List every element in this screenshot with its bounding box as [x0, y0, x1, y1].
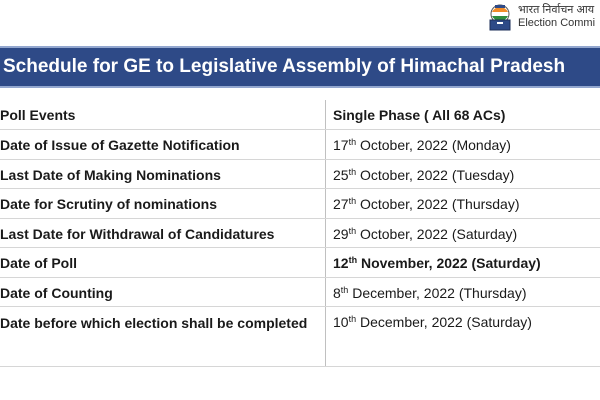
ballot-box-icon	[486, 2, 514, 32]
date-rest: November, 2022 (Saturday)	[357, 255, 541, 271]
table-row	[0, 248, 600, 278]
table-row	[0, 307, 600, 367]
logo-english-text: Election Commi	[518, 17, 596, 29]
date-ordinal-suffix: th	[348, 137, 357, 147]
date-cell	[326, 248, 600, 278]
table-row	[0, 277, 600, 307]
table-row	[0, 159, 600, 189]
poll-event-cell: Date of Issue of Gazette Notification	[0, 130, 326, 160]
date-cell	[326, 130, 600, 160]
page-title: Schedule for GE to Legislative Assembly of Himachal Pradesh	[0, 46, 600, 88]
date-ordinal-suffix: th	[348, 255, 358, 265]
poll-event-cell: Last Date of Making Nominations	[0, 159, 326, 189]
table-row	[0, 218, 600, 248]
date-day: 27	[333, 196, 349, 212]
date-day: 29	[333, 225, 349, 242]
date-cell	[326, 189, 600, 219]
date-rest: October, 2022 (Tuesday)	[356, 166, 515, 183]
date-ordinal-suffix: th	[340, 284, 349, 295]
date-ordinal-suffix: th	[348, 196, 357, 206]
date-rest: October, 2022 (Thursday)	[356, 196, 520, 212]
table-row	[0, 189, 600, 219]
poll-event-cell: Date before which election shall be completed	[0, 307, 326, 367]
date-cell	[326, 218, 600, 248]
date-rest: December, 2022 (Thursday)	[348, 284, 527, 301]
date-day: 10	[333, 314, 349, 330]
eci-logo	[486, 2, 595, 32]
poll-event-cell: Last Date for Withdrawal of Candidatures	[0, 218, 326, 248]
table-row	[0, 130, 600, 160]
header-single-phase: Single Phase ( All 68 ACs)	[326, 100, 600, 130]
date-rest: December, 2022 (Saturday)	[356, 314, 532, 330]
date-cell	[326, 277, 600, 307]
date-ordinal-suffix: th	[348, 166, 357, 177]
table-header-row	[0, 100, 600, 130]
date-rest: October, 2022 (Monday)	[356, 137, 511, 153]
poll-event-cell: Date for Scrutiny of nominations	[0, 189, 326, 219]
schedule-table	[0, 100, 600, 367]
header-poll-events: Poll Events	[0, 100, 326, 130]
poll-event-cell: Date of Counting	[0, 277, 326, 307]
date-ordinal-suffix: th	[348, 225, 357, 236]
date-rest: October, 2022 (Saturday)	[356, 225, 518, 242]
date-day: 12	[333, 255, 349, 271]
date-ordinal-suffix: th	[348, 314, 357, 324]
date-day: 8	[333, 284, 341, 301]
logo-hindi-text: भारत निर्वाचन आय	[518, 4, 595, 16]
poll-event-cell: Date of Poll	[0, 248, 326, 278]
date-day: 25	[333, 166, 349, 183]
date-cell	[326, 307, 600, 367]
date-cell	[326, 159, 600, 189]
date-day: 17	[333, 137, 349, 153]
